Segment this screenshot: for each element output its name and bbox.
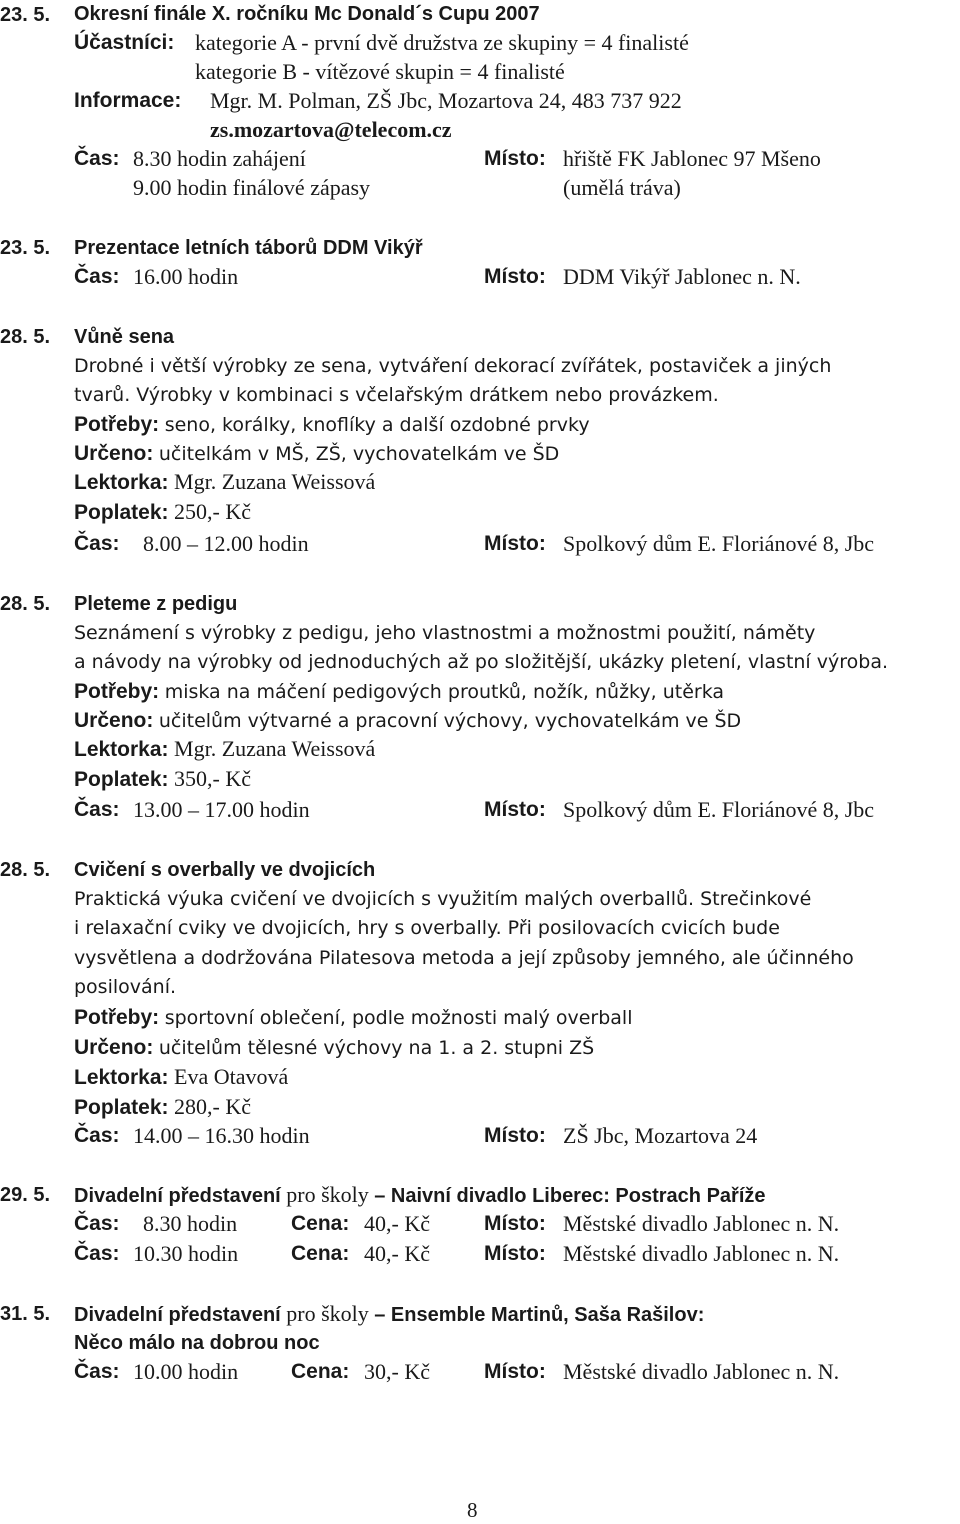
audience-line [74, 706, 741, 735]
event-description: a návody na výrobky od jednoduchých až po složitější, ukázky pletení, vlastní výroba. [74, 651, 889, 673]
event-title [74, 1181, 766, 1210]
place-value: Městské divadlo Jablonec n. N. [563, 1211, 840, 1236]
info-label: Informace: [74, 89, 182, 112]
time-value: 13.00 – 17.00 hodin [133, 797, 310, 822]
needs-line [74, 1003, 633, 1032]
price-label: Cena: [291, 1242, 350, 1265]
event-description: i relaxační cviky ve dvojicích, hry s overbally. Při posilovacích cvicích bude [74, 917, 780, 939]
place-label: Místo: [484, 798, 546, 821]
audience-value: učitelům tělesné výchovy na 1. a 2. stupni ZŠ [158, 1037, 595, 1059]
place-label: Místo: [484, 147, 546, 170]
info-value: Mgr. M. Polman, ZŠ Jbc, Mozartova 24, 483 737 922 [210, 88, 682, 113]
fee-value: 280,- Kč [174, 1094, 252, 1119]
fee-line [74, 498, 251, 527]
needs-line [74, 677, 724, 706]
fee-label: Poplatek: [74, 768, 169, 791]
place-value: Městské divadlo Jablonec n. N. [563, 1359, 840, 1384]
event-1 [0, 0, 50, 29]
needs-value: miska na máčení pedigových proutků, nožík, nůžky, utěrka [164, 681, 725, 703]
time-value: 14.00 – 16.30 hodin [133, 1123, 310, 1148]
lecturer-line [74, 735, 375, 764]
participants-label: Účastníci: [74, 31, 175, 54]
time-label: Čas: [74, 1124, 120, 1147]
place-label: Místo: [484, 1124, 546, 1147]
place-label: Místo: [484, 1360, 546, 1383]
price-label: Cena: [291, 1360, 350, 1383]
event-date: 28. 5. [0, 326, 51, 348]
needs-label: Potřeby: [74, 680, 160, 703]
participants-b: kategorie B - vítězové skupin = 4 finalisté [195, 59, 565, 84]
lecturer-label: Lektorka: [74, 1066, 169, 1089]
event-title-part: Divadelní představení [74, 1304, 281, 1326]
event-description: Praktická výuka cvičení ve dvojicích s využitím malých overballů. Strečinkové [74, 888, 812, 910]
event-title [74, 1300, 704, 1329]
time-value: 16.00 hodin [133, 264, 239, 289]
fee-label: Poplatek: [74, 501, 169, 524]
audience-label: Určeno: [74, 709, 154, 732]
event-date: 31. 5. [0, 1303, 51, 1325]
price-value: 40,- Kč [364, 1211, 430, 1236]
time-label: Čas: [74, 265, 120, 288]
email-link[interactable]: zs.mozartova@telecom.cz [210, 117, 452, 142]
time-value-2: 9.00 hodin finálové zápasy [133, 175, 371, 200]
time-label: Čas: [74, 798, 120, 821]
event-date: 23. 5. [0, 237, 51, 259]
time-label: Čas: [74, 1360, 120, 1383]
event-date: 23. 5. [0, 4, 51, 26]
event-title: Vůně sena [74, 326, 175, 348]
price-value: 40,- Kč [364, 1241, 430, 1266]
time-label: Čas: [74, 1212, 120, 1235]
lecturer-value: Mgr. Zuzana Weissová [174, 736, 376, 761]
fee-line [74, 765, 251, 794]
place-value: ZŠ Jbc, Mozartova 24 [563, 1123, 758, 1148]
audience-line [74, 1033, 594, 1062]
price-value: 30,- Kč [364, 1359, 430, 1384]
place-value: Spolkový dům E. Floriánové 8, Jbc [563, 531, 875, 556]
event-description: Seznámení s výrobky z pedigu, jeho vlastnostmi a možnostmi použití, náměty [74, 622, 816, 644]
needs-label: Potřeby: [74, 1006, 160, 1029]
place-value: Městské divadlo Jablonec n. N. [563, 1241, 840, 1266]
audience-line [74, 439, 559, 468]
place-value: hřiště FK Jablonec 97 Mšeno [563, 146, 821, 171]
lecturer-value: Mgr. Zuzana Weissová [174, 469, 376, 494]
needs-line [74, 410, 590, 439]
lecturer-label: Lektorka: [74, 471, 169, 494]
event-title-part: – Ensemble Martinů, Saša Rašilov: [374, 1304, 705, 1326]
place-label: Místo: [484, 265, 546, 288]
fee-value: 250,- Kč [174, 499, 252, 524]
audience-label: Určeno: [74, 442, 154, 465]
event-description: Drobné i větší výrobky ze sena, vytváření dekorací zvířátek, postaviček a jiných [74, 355, 832, 377]
time-value: 8.30 hodin [143, 1211, 238, 1236]
fee-value: 350,- Kč [174, 766, 252, 791]
price-label: Cena: [291, 1212, 350, 1235]
time-label: Čas: [74, 147, 120, 170]
lecturer-line [74, 468, 375, 497]
lecturer-label: Lektorka: [74, 738, 169, 761]
event-description: tvarů. Výrobky v kombinaci s včelařským drátkem nebo provázkem. [74, 384, 719, 406]
place-note: (umělá tráva) [563, 175, 681, 200]
event-title: Cvičení s overbally ve dvojicích [74, 859, 376, 881]
lecturer-line [74, 1063, 288, 1092]
participants-a: kategorie A - první dvě družstva ze skupiny = 4 finalisté [195, 30, 689, 55]
place-value: Spolkový dům E. Floriánové 8, Jbc [563, 797, 875, 822]
fee-line [74, 1093, 251, 1122]
event-date: 28. 5. [0, 859, 51, 881]
audience-label: Určeno: [74, 1036, 154, 1059]
event-title: Pleteme z pedigu [74, 593, 238, 615]
event-title-part: pro školy [286, 1301, 369, 1326]
time-label: Čas: [74, 1242, 120, 1265]
place-label: Místo: [484, 532, 546, 555]
place-value: DDM Vikýř Jablonec n. N. [563, 264, 801, 289]
audience-value: učitelům výtvarné a pracovní výchovy, vychovatelkám ve ŠD [158, 710, 742, 732]
time-label: Čas: [74, 532, 120, 555]
event-description: posilování. [74, 976, 177, 998]
needs-value: seno, korálky, knoflíky a další ozdobné prvky [164, 414, 590, 436]
event-title-line-2: Něco málo na dobrou noc [74, 1332, 320, 1354]
place-label: Místo: [484, 1212, 546, 1235]
page-number: 8 [467, 1498, 478, 1522]
time-value: 8.30 hodin zahájení [133, 146, 306, 171]
event-title: Prezentace letních táborů DDM Vikýř [74, 237, 423, 259]
time-value: 10.00 hodin [133, 1359, 239, 1384]
needs-label: Potřeby: [74, 413, 160, 436]
event-title-part: pro školy [286, 1182, 369, 1207]
event-title-part: – Naivní divadlo Liberec: Postrach Paříže [374, 1185, 766, 1207]
place-label: Místo: [484, 1242, 546, 1265]
event-title: Okresní finále X. ročníku Mc Donald´s Cupu 2007 [74, 3, 540, 25]
needs-value: sportovní oblečení, podle možnosti malý overball [164, 1007, 633, 1029]
event-date: 28. 5. [0, 593, 51, 615]
audience-value: učitelkám v MŠ, ZŠ, vychovatelkám ve ŠD [158, 443, 560, 465]
fee-label: Poplatek: [74, 1096, 169, 1119]
time-value: 8.00 – 12.00 hodin [143, 531, 309, 556]
time-value: 10.30 hodin [133, 1241, 239, 1266]
event-date: 29. 5. [0, 1184, 51, 1206]
lecturer-value: Eva Otavová [174, 1064, 289, 1089]
event-description: vysvětlena a dodržována Pilatesova metoda a její způsoby jemného, ale účinného [74, 947, 854, 969]
event-title-part: Divadelní představení [74, 1185, 281, 1207]
